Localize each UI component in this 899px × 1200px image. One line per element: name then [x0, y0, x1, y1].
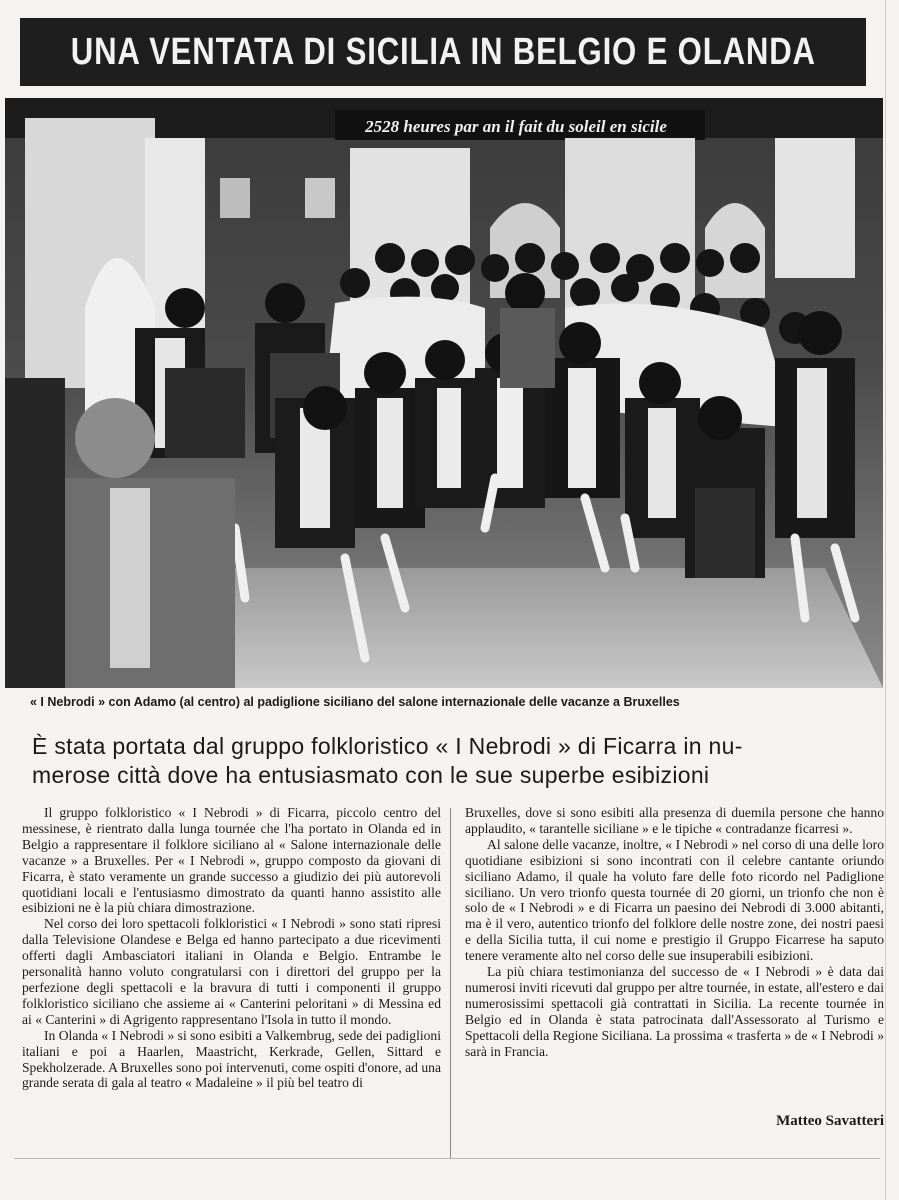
author-byline: Matteo Savatteri — [776, 1113, 884, 1129]
article-paragraph: La più chiara testimonianza del successo de « I Nebrodi » è data dai numerosi inviti ricevuti dal gruppo per altre tournée, in estate, all'estero e dai numerosissimi spettacoli già contrattati in Sicilia. La recente tournée in Belgio ed in Olanda è stata patrocinata dall'Assessorato al Turismo e Spettacoli della Regione Siciliana. La prossima « trasferta » de « I Nebrodi » sarà in Francia. — [465, 964, 884, 1059]
group-photo — [5, 98, 883, 688]
article-paragraph: Il gruppo folkloristico « I Nebrodi » di Ficarra, piccolo centro del messinese, è rientrato dalla lunga tournée che l'ha portato in Olanda ed in Belgio a rappresentare il folklore siciliano al « Salone internazionale delle vacanze » a Bruxelles. Per « I Nebrodi », gruppo composto da giovani di Ficarra, è stato veramente un grande successo a giudizio dei più autorevoli quotidiani locali e l'entusiasmo dimostrato da quanti hanno assistito alle esibizioni ne è la più chiara dimostrazione. — [22, 805, 441, 916]
banner-sign-text: 2528 heures par an il fait du soleil en sicile — [365, 117, 667, 136]
article-column-right — [465, 805, 884, 1060]
headline: UNA VENTATA DI SICILIA IN BELGIO E OLANDA — [70, 30, 816, 73]
headline-banner — [20, 18, 866, 86]
bottom-rule — [14, 1158, 880, 1159]
article-paragraph: Al salone delle vacanze, inoltre, « I Nebrodi » nel corso di una delle loro quotidiane esibizioni si sono incontrati con il celebre cantante oriundo siciliano Adamo, il quale ha voluto fare delle foto ricordo nel Padiglione siciliano. Un vero trionfo questa tournée di 20 giorni, un trionfo che non è solo de « I Nebrodi » e di Ficarra un paesino dei Nebrodi di 3.000 abitanti, ma è il vero, autentico trionfo del folklore delle nostre zone, dei nostri paesi e della Sicilia tutta, il cui nome e prestigio il Gruppo Ficarrese ha saputo tenere veramente alto nel corso delle sue insuperabili esibizioni. — [465, 836, 884, 964]
page-edge-rule — [885, 0, 886, 1200]
subheadline-line-1: È stata portata dal gruppo folkloristico « I Nebrodi » di Ficarra in nu- — [32, 733, 743, 759]
article-column-left — [22, 805, 441, 1091]
column-divider — [450, 808, 451, 1158]
article-paragraph: Nel corso dei loro spettacoli folkloristici « I Nebrodi » sono stati ripresi dalla Televisione Olandese e Belga ed hanno partecipato a due ricevimenti offerti dagli Ambasciatori italiani in Olanda e Belgio. Entrambe le personalità hanno voluto congratularsi con i direttori del gruppo per la perfezione degli spettacoli e la bravura di tutti i componenti il gruppo folkloristico siciliano che assieme ai « Canterini peloritani » di Messina ed ai « Canterini » di Agrigento rappresentano l'Isola in tutto il mondo. — [22, 916, 441, 1027]
article-paragraph: Bruxelles, dove si sono esibiti alla presenza di duemila persone che hanno applaudito, « tarantelle siciliane » e le tipiche « contradanze ficarresi ». — [465, 805, 884, 836]
subheadline — [32, 732, 872, 790]
article-paragraph: In Olanda « I Nebrodi » si sono esibiti a Valkembrug, sede dei padiglioni italiani e poi a Haarlen, Maastricht, Kerkrade, Gellen, Sittard e Spekholzerade. A Bruxelles sono poi intervenuti, come ospiti d'onore, ad una grande serata di gala al teatro « Madaleine » il più bel teatro di — [22, 1027, 441, 1091]
photo-caption: « I Nebrodi » con Adamo (al centro) al padiglione siciliano del salone internazionale delle vacanze a Bruxelles — [30, 695, 680, 709]
subheadline-line-2: merose città dove ha entusiasmato con le sue superbe esibizioni — [32, 762, 710, 788]
